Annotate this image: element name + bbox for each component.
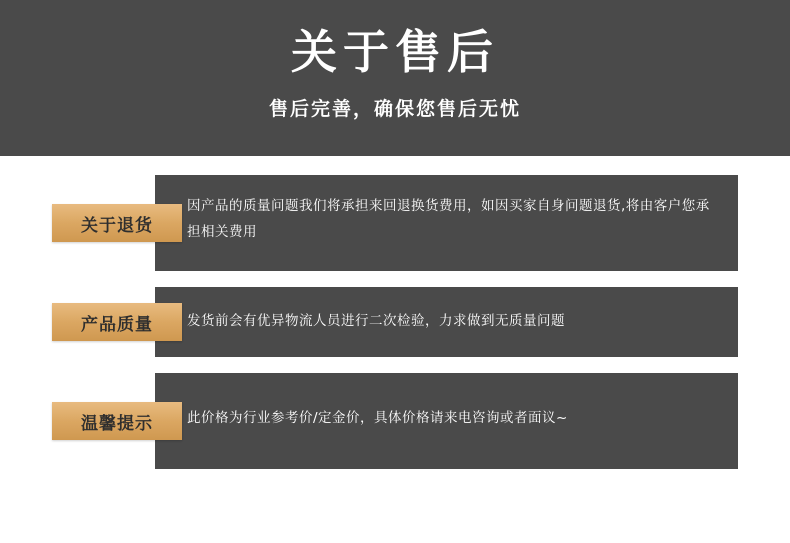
section-tag-quality: 产品质量 xyxy=(52,303,182,341)
section-text-notice: 此价格为行业参考价/定金价，具体价格请来电咨询或者面议~ xyxy=(187,410,568,426)
section-panel-notice xyxy=(155,373,738,469)
section-panel-quality xyxy=(155,287,738,357)
page-subtitle: 售后完善，确保您售后无忧 xyxy=(268,98,521,120)
page-title: 关于售后 xyxy=(291,25,499,79)
section-text-returns: 因产品的质量问题我们将承担来回退换货费用，如因买家自身问题退货,将由客户您承担相关费用 xyxy=(187,198,710,240)
hero-banner xyxy=(0,0,790,156)
section-text-quality: 发货前会有优异物流人员进行二次检验，力求做到无质量问题 xyxy=(187,313,565,329)
section-panel-returns xyxy=(155,175,738,271)
section-tag-returns: 关于退货 xyxy=(52,204,182,242)
section-tag-notice: 温馨提示 xyxy=(52,402,182,440)
